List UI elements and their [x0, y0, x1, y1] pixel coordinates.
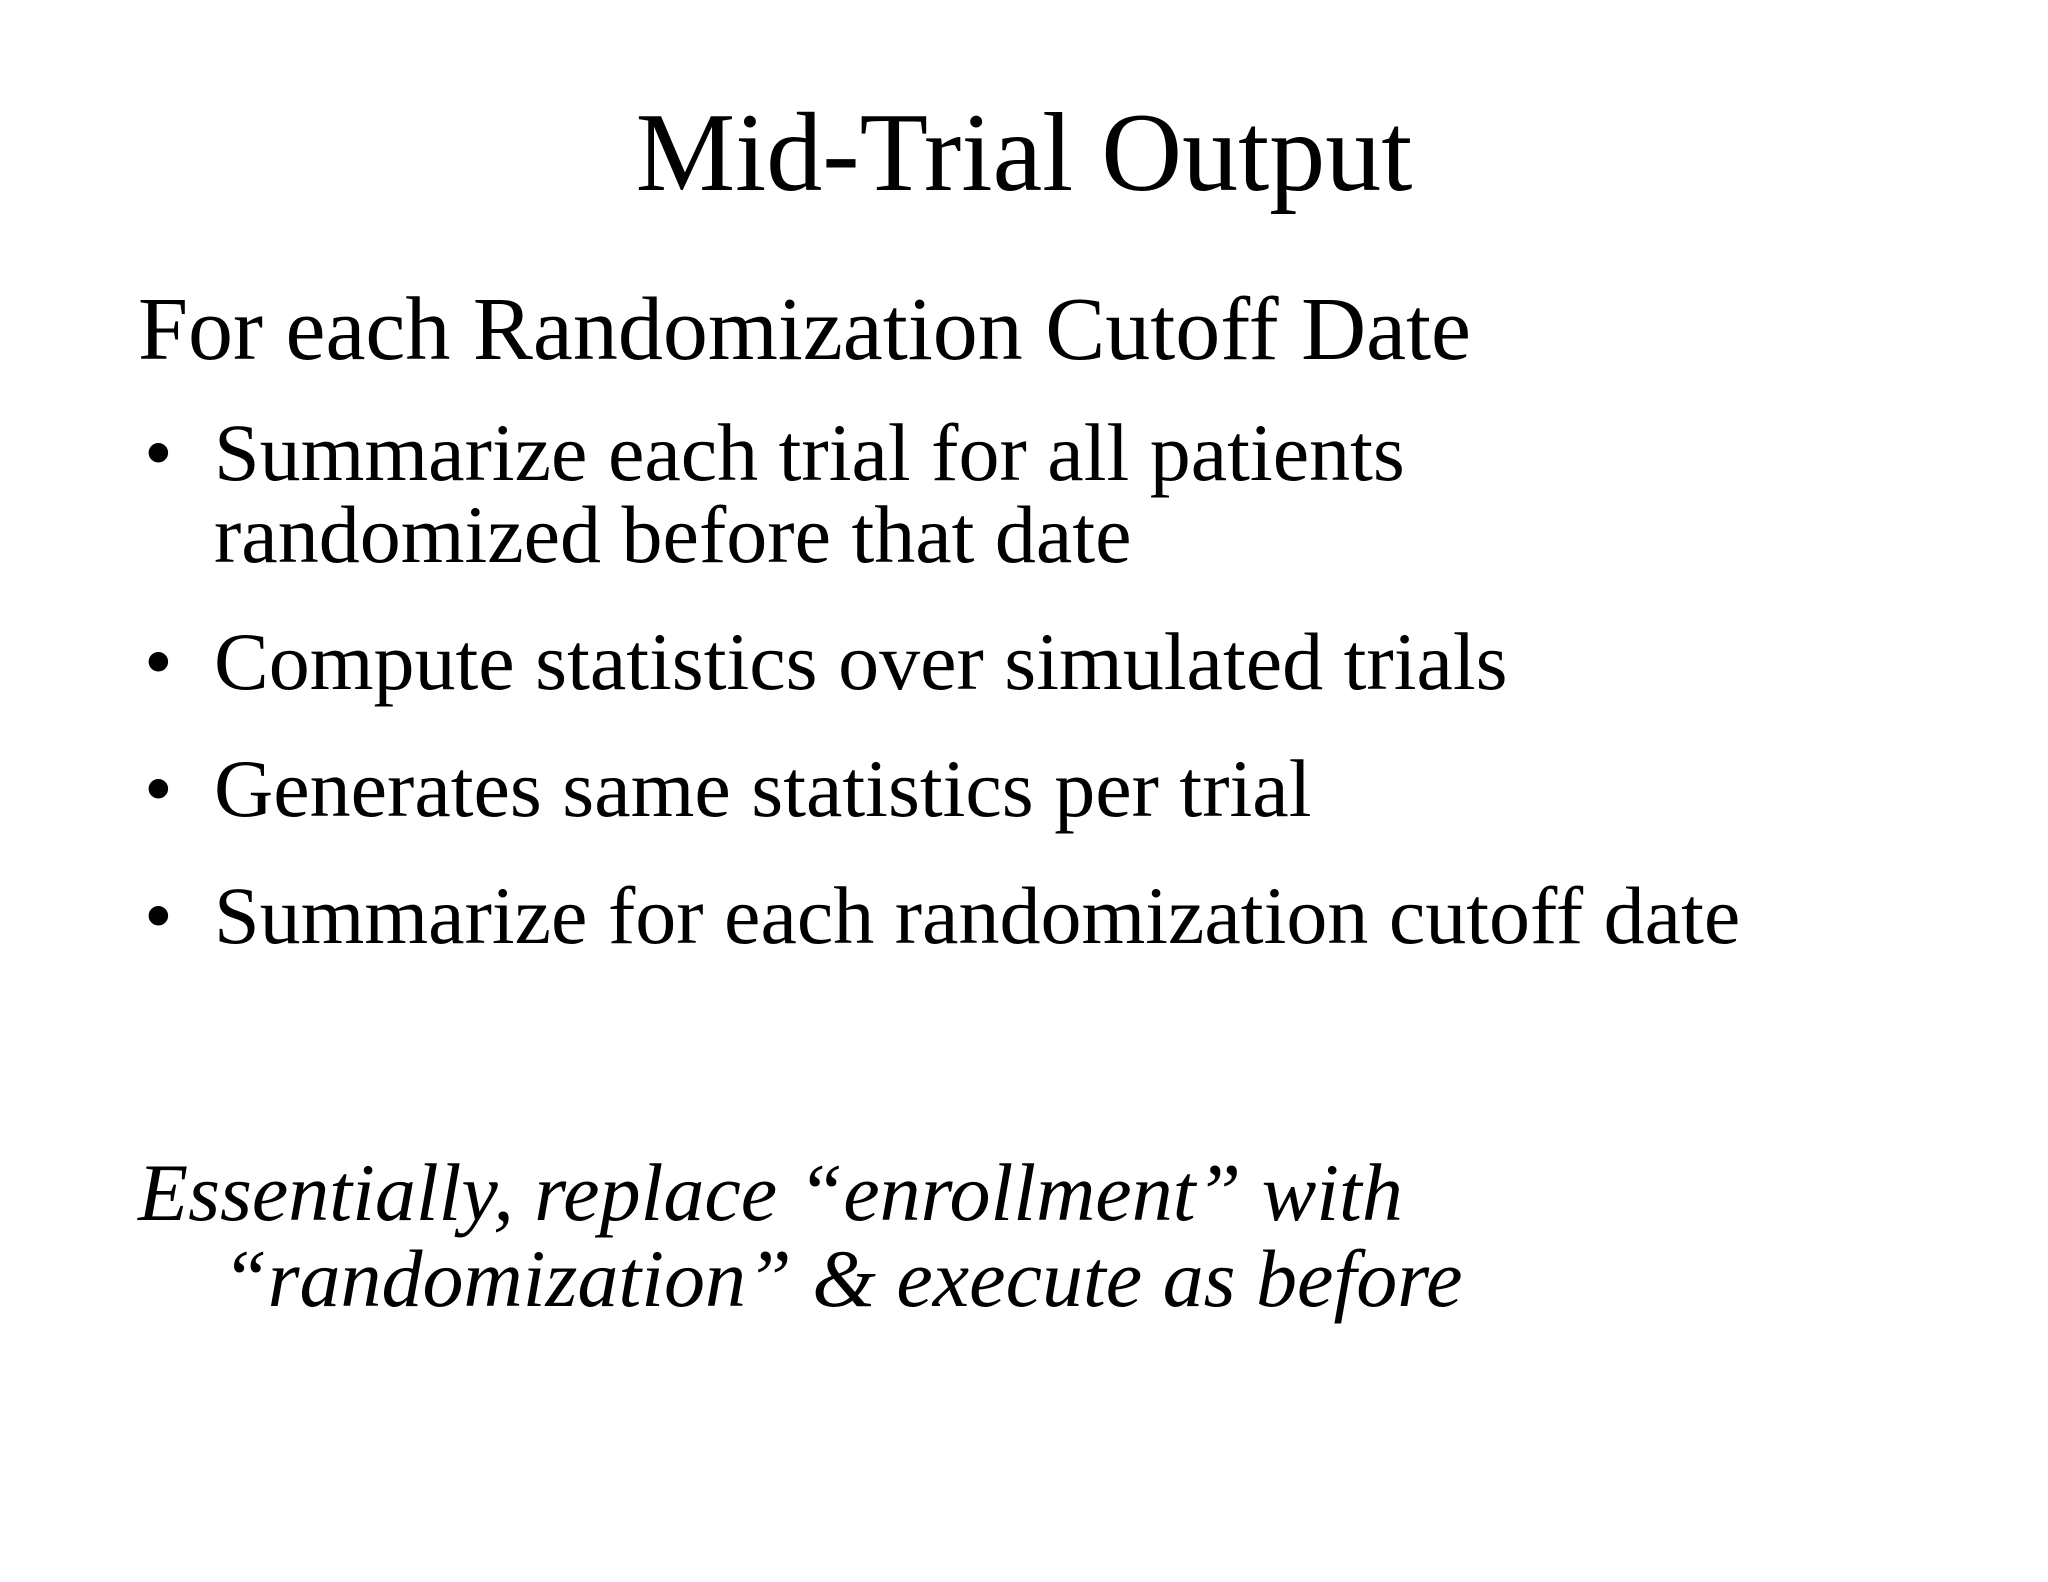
bullet-item — [138, 870, 1998, 961]
bullet-text: Summarize for each randomization cutoff date — [214, 870, 1741, 961]
bullet-dot-icon: • — [144, 616, 173, 707]
bullet-item — [138, 743, 1998, 834]
bullet-item — [138, 616, 1998, 707]
bullet-list — [138, 407, 1998, 1002]
bullet-item — [138, 407, 1998, 580]
bullet-text: Compute statistics over simulated trials — [214, 616, 1508, 707]
bullet-dot-icon: • — [144, 407, 173, 498]
italic-note — [138, 1147, 1998, 1324]
bullet-text: Generates same statistics per trial — [214, 743, 1312, 834]
bullet-dot-icon: • — [144, 743, 173, 834]
slide-title: Mid-Trial Output — [635, 91, 1413, 215]
bullet-text: Summarize each trial for all patients randomized before that date — [214, 407, 1405, 580]
note-line-1: Essentially, replace “enrollment” with — [138, 1147, 1403, 1238]
bullet-dot-icon: • — [144, 870, 173, 961]
slide-subheading: For each Randomization Cutoff Date — [138, 280, 1471, 379]
note-line-2: “randomization” & execute as before — [222, 1233, 1463, 1324]
